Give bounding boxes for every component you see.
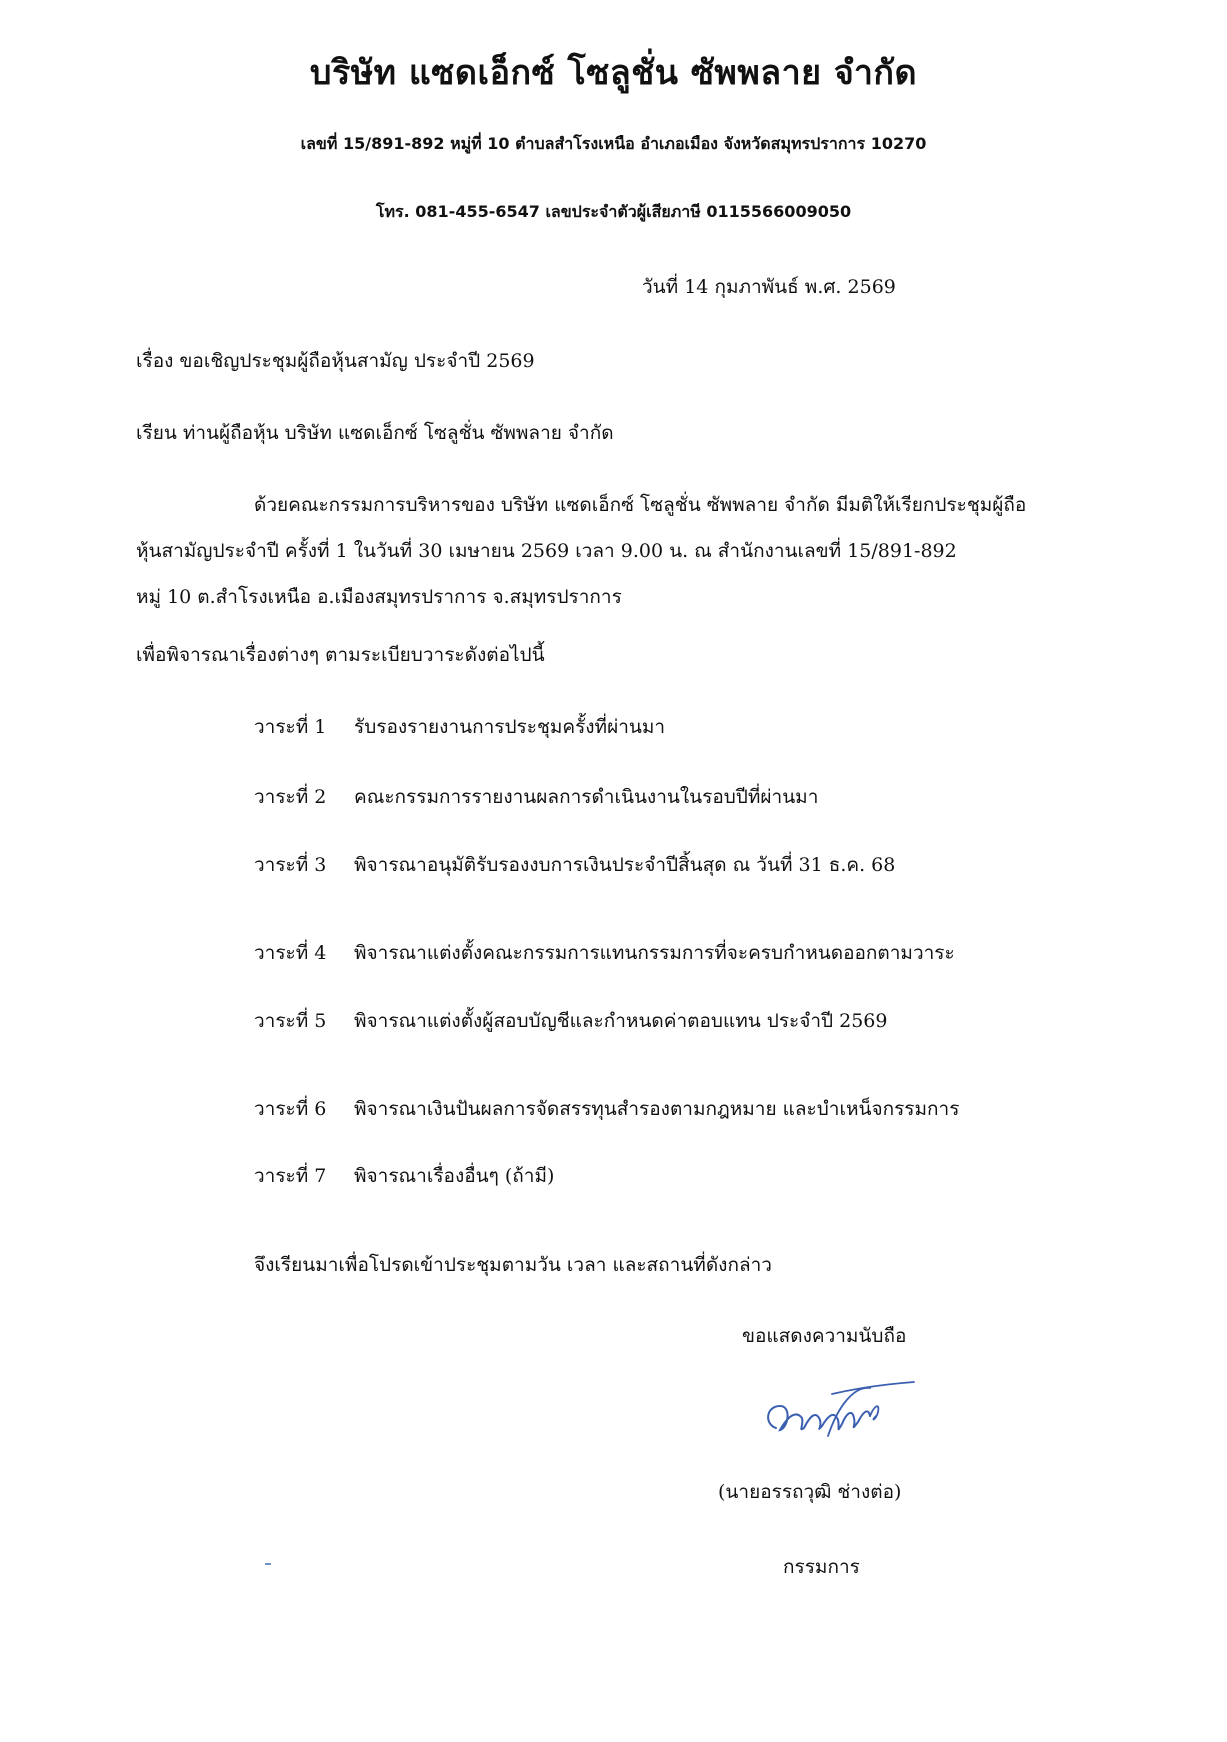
agenda-text: คณะกรรมการรายงานผลการดำเนินงานในรอบปีที่ผ่านมา [354,786,819,808]
agenda-label: วาระที่ 4 [254,942,327,964]
agenda-item [254,782,818,812]
stray-ink-mark [265,1563,271,1565]
agenda-text: รับรองรายงานการประชุมครั้งที่ผ่านมา [354,716,666,738]
closing-sentence: จึงเรียนมาเพื่อโปรดเข้าประชุมตามวัน เวลา และสถานที่ดังกล่าว [254,1254,772,1276]
body-paragraph-line: หุ้นสามัญประจำปี ครั้งที่ 1 ในวันที่ 30 เมษายน 2569 เวลา 9.00 น. ณ สำนักงานเลขที่ 15/891-892 [136,540,957,562]
agenda-text: พิจารณาแต่งตั้งคณะกรรมการแทนกรรมการที่จะครบกำหนดออกตามวาระ [354,942,955,964]
agenda-text: พิจารณาเรื่องอื่นๆ (ถ้ามี) [354,1165,555,1187]
company-name: บริษัท แซดเอ็กซ์ โซลูชั่น ซัพพลาย จำกัด [309,53,918,93]
company-address: เลขที่ 15/891-892 หมู่ที่ 10 ตำบลสำโรงเหนือ อำเภอเมือง จังหวัดสมุทรปราการ 10270 [300,134,927,153]
letter-date: วันที่ 14 กุมภาพันธ์ พ.ศ. 2569 [642,276,896,298]
agenda-label: วาระที่ 1 [254,716,327,738]
agenda-item [254,1094,959,1124]
agenda-item [254,1006,887,1036]
agenda-label: วาระที่ 6 [254,1098,327,1120]
signer-title: กรรมการ [783,1556,860,1578]
agenda-item [254,850,895,880]
body-paragraph-line: เพื่อพิจารณาเรื่องต่างๆ ตามระเบียบวาระดังต่อไปนี้ [136,644,545,666]
signer-name: (นายอรรถวุฒิ ช่างต่อ) [718,1481,902,1503]
agenda-text: พิจารณาอนุมัติรับรองงบการเงินประจำปีสิ้นสุด ณ วันที่ 31 ธ.ค. 68 [354,854,896,876]
agenda-text: พิจารณาเงินปันผลการจัดสรรทุนสำรองตามกฎหมาย และบำเหน็จกรรมการ [354,1098,960,1120]
agenda-label: วาระที่ 7 [254,1165,327,1187]
agenda-text: พิจารณาแต่งตั้งผู้สอบบัญชีและกำหนดค่าตอบแทน ประจำปี 2569 [354,1010,888,1032]
agenda-item [254,712,665,742]
company-contact: โทร. 081-455-6547 เลขประจำตัวผู้เสียภาษี 0115566009050 [375,202,852,221]
letter-recipient: เรียน ท่านผู้ถือหุ้น บริษัท แซดเอ็กซ์ โซลูชั่น ซัพพลาย จำกัด [136,422,614,444]
handwritten-signature [758,1376,918,1456]
complimentary-close: ขอแสดงความนับถือ [742,1325,907,1347]
agenda-label: วาระที่ 5 [254,1010,327,1032]
agenda-item [254,1161,554,1191]
body-paragraph-line: หมู่ 10 ต.สำโรงเหนือ อ.เมืองสมุทรปราการ จ.สมุทรปราการ [136,586,622,608]
body-paragraph-line: ด้วยคณะกรรมการบริหารของ บริษัท แซดเอ็กซ์ โซลูชั่น ซัพพลาย จำกัด มีมติให้เรียกประชุมผู้ถือ [254,494,1027,516]
letter-subject: เรื่อง ขอเชิญประชุมผู้ถือหุ้นสามัญ ประจำปี 2569 [136,350,535,372]
agenda-label: วาระที่ 2 [254,786,327,808]
agenda-label: วาระที่ 3 [254,854,327,876]
agenda-item [254,938,955,968]
